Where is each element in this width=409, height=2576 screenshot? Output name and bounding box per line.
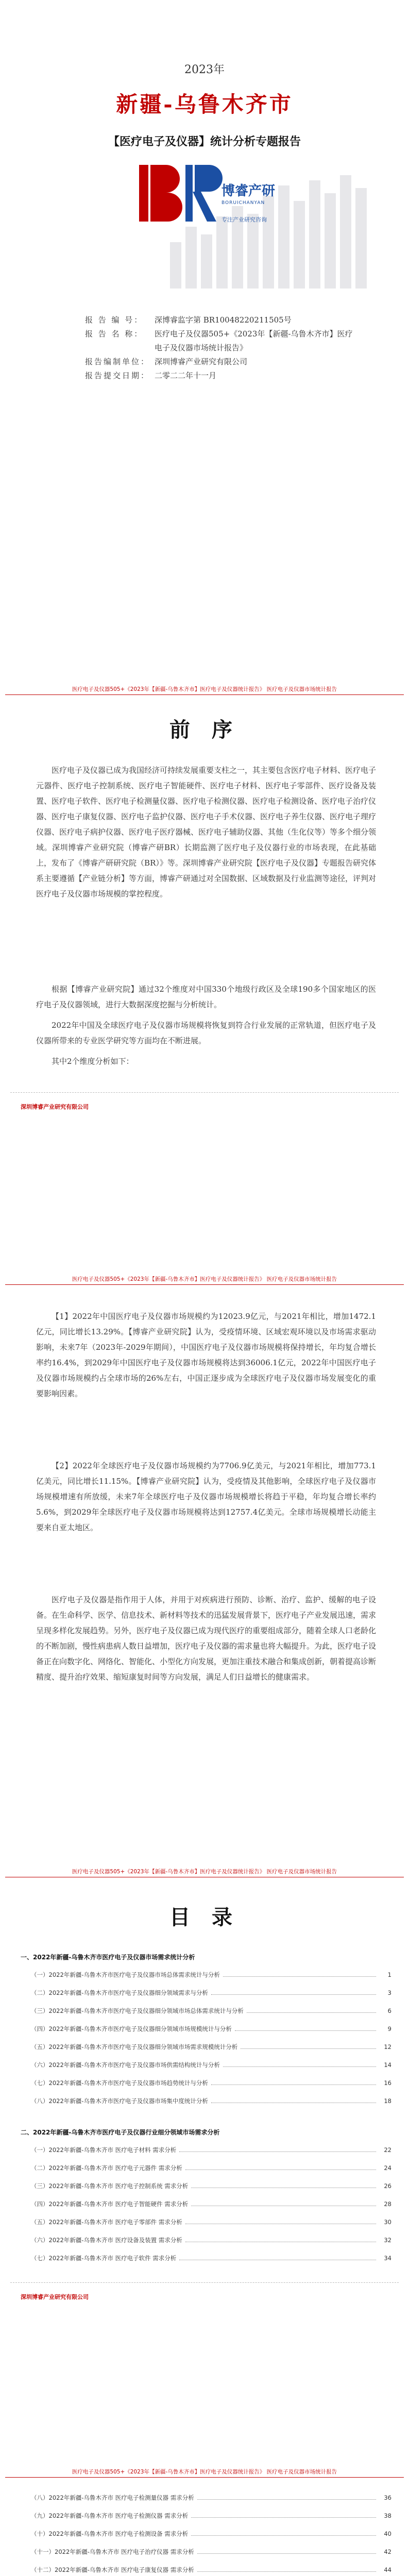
toc-page: 34 [384,2254,391,2262]
toc-item-label: （十）2022年新疆-乌鲁木齐市 医疗电子检测设备 需求分析 [31,2530,189,2537]
toc-item-label: （八）2022年新疆-乌鲁木齐市医疗电子及仪器市场集中度统计分析 [31,2097,208,2105]
toc-item-label: （七）2022年新疆-乌鲁木齐市 医疗电子软件 需求分析 [31,2254,177,2262]
cover-page [0,0,409,665]
analysis-paragraph: 【1】2022年中国医疗电子及仪器市场规模约为12023.9亿元，与2021年相比，增加1472.1亿元，同比增长13.29%。【博睿产业研究院】认为，受疫情环境、区域宏观环境以及市场需求驱动影响，未来7年（2023年-2029年期间），中国医疗电子及仪器市场规模将保持增长，年均复合增长率约16.4%，到2029年中国医疗电子及仪器市场规模将达到36006.1亿元，2022年中国医疗电子及仪器市场规模约占全球市场的26%左右，中国正逐步成为全球医疗电子及仪器市场发展变化的重要影响因素。 [36,1312,376,1398]
banner-divider [5,694,404,695]
toc-list [31,2488,391,2576]
toc-page: 16 [384,2079,391,2087]
toc-page: 28 [384,2200,391,2208]
preface-title: 前 序 [169,718,240,742]
toc-item[interactable] [31,1984,391,2002]
toc-leader [191,2535,376,2536]
toc-item-label: （五）2022年新疆-乌鲁木齐市 医疗电子零部件 需求分析 [31,2218,182,2226]
meta-value: 深博睿监字第 BR10048220211505号 [155,315,292,325]
toc-page: 18 [384,2097,391,2105]
toc-leader [235,2030,376,2031]
toc-item[interactable] [31,2561,391,2576]
analysis-paragraph: 【2】2022年全球医疗电子及仪器市场规模约为7706.9亿美元，与2021年相比，增加773.1亿美元，同比增长11.15%。【博睿产业研究院】认为，受疫情及其他影响，全球医疗电子及仪器市场规模增速有所放缓，未来7年全球医疗电子及仪器市场规模增长将趋于平稳，年均复合增长率约5.6%，到2029年全球医疗电子及仪器市场规模将达到12757.4亿美元。全球市场规模增长动能主要来自亚太地区。 [36,1461,376,1532]
toc-page: 12 [384,2043,391,2050]
toc-item-label: （一）2022年新疆-乌鲁木齐市医疗电子及仪器市场总体需求统计与分析 [31,1971,220,1978]
toc-title: 目 录 [169,1905,240,1929]
report-year: 2023年 [184,63,225,76]
toc-section-heading: 一、2022年新疆-乌鲁木齐市医疗电子及仪器市场需求统计分析 [21,1954,195,1961]
meta-value: 二零二二年十一月 [155,371,217,380]
toc-leader [223,1976,376,1977]
toc-item-label: （八）2022年新疆-乌鲁木齐市 医疗电子检测量仪器 需求分析 [31,2494,194,2501]
toc-item-label: （四）2022年新疆-乌鲁木齐市 医疗电子智能硬件 需求分析 [31,2200,189,2208]
toc-leader [197,2571,376,2572]
meta-row [85,355,353,369]
footer-company: 深圳博睿产业研究有限公司 [21,1104,89,1110]
report-meta [85,313,353,383]
toc-item-label: （三）2022年新疆-乌鲁木齐市 医疗电子控制系统 需求分析 [31,2182,189,2190]
meta-label: 报 告 名 称： [85,329,144,338]
meta-value: 深圳博睿产业研究有限公司 [155,357,248,366]
toc-page: 3 [387,1989,391,1996]
toc-item[interactable] [31,1965,391,1984]
toc-item[interactable] [31,2038,391,2056]
toc-page: 6 [387,2007,391,2014]
toc-item-label: （十二）2022年新疆-乌鲁木齐市 医疗电子康复仪器 需求分析 [31,2566,194,2573]
logo-slogan: 专注产业研究咨询 [221,216,267,223]
toc-item[interactable] [31,2249,391,2267]
meta-label: 报告编制单位： [85,357,150,366]
toc-leader [191,2517,376,2518]
toc-item-label: （九）2022年新疆-乌鲁木齐市 医疗电子检测仪器 需求分析 [31,2512,189,2519]
toc-item[interactable] [31,2074,391,2092]
toc-item[interactable] [31,2543,391,2561]
toc-leader [211,2084,376,2085]
toc-item-label: （一）2022年新疆-乌鲁木齐市 医疗电子材料 需求分析 [31,2146,177,2154]
toc-page: 38 [384,2512,391,2519]
toc-item[interactable] [31,2056,391,2074]
preface-paragraph: 其中2个维度分析如下： [52,1057,134,1066]
toc-page: 32 [384,2236,391,2244]
logo-name-en: BORUICHANYAN [221,200,265,206]
section-divider [10,2282,399,2283]
toc-item-label: （七）2022年新疆-乌鲁木齐市医疗电子及仪器市场趋势统计与分析 [31,2079,208,2087]
toc-item-label: （五）2022年新疆-乌鲁木齐市医疗电子及仪器细分领域市场需求规模统计分析 [31,2043,238,2050]
banner-divider [5,1284,404,1285]
toc-item[interactable] [31,2020,391,2038]
toc-item-label: （六）2022年新疆-乌鲁木齐市 医疗设备及装置 需求分析 [31,2236,182,2244]
toc-section-heading: 二、2022年新疆-乌鲁木齐市医疗电子及仪器行业细分领域市场需求分析 [21,2129,220,2136]
page-banner: 医疗电子及仪器505+《2023年【新疆-乌鲁木齐市】医疗电子及仪器统计报告》 医疗电子及仪器市场统计报告 [72,1869,337,1875]
toc-page: 14 [384,2061,391,2069]
toc-item[interactable] [31,2506,391,2524]
toc-page: 1 [387,1971,391,1978]
section-divider [10,1092,399,1093]
page-banner: 医疗电子及仪器505+《2023年【新疆-乌鲁木齐市】医疗电子及仪器统计报告》 医疗电子及仪器市场统计报告 [72,1276,337,1282]
toc-item[interactable] [31,2002,391,2020]
toc-page: 22 [384,2146,391,2154]
toc-leader [247,2012,376,2013]
analysis-paragraph: 医疗电子及仪器是指作用于人体，并用于对疾病进行预防、诊断、治疗、监护、缓解的电子设备。在生命科学、医学、信息技术、新材料等技术的迅猛发展背景下，医疗电子产业发展迅速，需求呈现多样化发展趋势。另外，医疗电子及仪器已成为现代医疗的重要组成部分，随着全球人口老龄化的不断加剧，慢性病患病人数日益增加，医疗电子及仪器的需求量也将大幅提升。为此，医疗电子设备正在向数字化、网络化、智能化、小型化方向发展，更加注重技术融合和集成创新，朝着提高诊断精度、提升治疗效果、缩短康复时间等方向发展，满足人们日益增长的健康需求。 [36,1595,377,1682]
toc-item-label: （二）2022年新疆-乌鲁木齐市 医疗电子元器件 需求分析 [31,2164,182,2172]
toc-page: 44 [384,2566,391,2573]
toc-item[interactable] [31,2159,391,2177]
meta-row [85,313,353,327]
company-logo [124,155,294,232]
toc-item[interactable] [31,2524,391,2543]
toc-item[interactable] [31,2177,391,2195]
toc-page: 30 [384,2218,391,2226]
toc-page: 42 [384,2548,391,2555]
toc-page: 36 [384,2494,391,2501]
toc-leader [211,1994,376,1995]
toc-page: 40 [384,2530,391,2537]
toc-item[interactable] [31,2141,391,2159]
toc-item[interactable] [31,2195,391,2213]
banner-divider [5,2477,404,2478]
toc-item[interactable] [31,2488,391,2506]
preface-paragraph: 根据【博睿产业研究院】通过32个维度对中国330个地级行政区及全球190多个国家地区的医疗电子及仪器领域，进行大数据深度挖掘与分析统计。 [36,985,376,1009]
toc-list [31,1965,391,2110]
preface-paragraph: 2022年中国及全球医疗电子及仪器市场规模将恢复到符合行业发展的正常轨道，但医疗电子及仪器所带来的专业医学研究等方面均在不断进展。 [36,1021,376,1045]
toc-item-label: （十一）2022年新疆-乌鲁木齐市 医疗电子治疗仪器 需求分析 [31,2548,194,2555]
logo-name-cn: 博睿产研 [221,183,276,199]
toc-page: 24 [384,2164,391,2172]
toc-leader [223,2066,376,2067]
meta-label: 报告提交日期： [85,371,150,380]
toc-item-label: （三）2022年新疆-乌鲁木齐市医疗电子及仪器细分领域市场总体需求统计与分析 [31,2007,244,2014]
report-region: 新疆-乌鲁木齐市 [116,92,293,117]
report-subtitle: 【医疗电子及仪器】统计分析专题报告 [108,135,301,148]
meta-row [85,369,353,383]
toc-leader [197,2553,376,2554]
toc-leader [179,2151,376,2152]
page-banner: 医疗电子及仪器505+《2023年【新疆-乌鲁木齐市】医疗电子及仪器统计报告》 医疗电子及仪器市场统计报告 [72,686,337,692]
footer-company: 深圳博睿产业研究有限公司 [21,2294,89,2300]
toc-item-label: （二）2022年新疆-乌鲁木齐市医疗电子及仪器细分领域需求与分析 [31,1989,208,1996]
toc-item[interactable] [31,2213,391,2231]
toc-leader [197,2499,376,2500]
toc-page: 9 [387,2025,391,2032]
toc-item-label: （四）2022年新疆-乌鲁木齐市医疗电子及仪器细分领域市场规模统计与分析 [31,2025,232,2032]
toc-item[interactable] [31,2231,391,2249]
meta-label: 报 告 编 号： [85,315,144,325]
meta-row [85,327,353,355]
meta-value: 医疗电子及仪器505+《2023年【新疆-乌鲁木齐市】医疗电子及仪器市场统计报告》 [155,329,353,352]
page-banner: 医疗电子及仪器505+《2023年【新疆-乌鲁木齐市】医疗电子及仪器统计报告》 医疗电子及仪器市场统计报告 [72,2469,337,2475]
toc-leader [241,2048,376,2049]
toc-item[interactable] [31,2092,391,2110]
toc-item-label: （六）2022年新疆-乌鲁木齐市医疗电子及仪器市场供需结构统计与分析 [31,2061,220,2069]
toc-list [31,2141,391,2267]
toc-page: 26 [384,2182,391,2190]
preface-paragraph: 医疗电子及仪器已成为我国经济可持续发展重要支柱之一，其主要包含医疗电子材料、医疗电子元器件、医疗电子控制系统、医疗电子智能硬件、医疗电子材料、医疗电子零部件、医疗设备及装置、医疗电子软件、医疗电子检测量仪器、医疗电子检测仪器、医疗电子检测设备、医疗电子治疗仪器、医疗电子康复仪器、医疗电子监护仪器、医疗电子手术仪器、医疗电子养生仪器、医疗电子理疗仪器、医疗电子病护仪器、医疗电子医疗器械、医疗电子辅助仪器、其他（生化仪等）等多个细分领域。深圳博睿产业研究院（博睿产研BR）长期监测了医疗电子及仪器行业的市场表现，在此基础上，发布了《博睿产研研究院（BR）》等。深圳博睿产业研究院【医疗电子及仪器】专题报告研究体系主要遵循【产业链分析】等方面，博睿产研通过对全国数据、区域数据及行业监测等途径，评判对医疗电子及仪器市场规模的掌控程度。 [36,766,377,899]
